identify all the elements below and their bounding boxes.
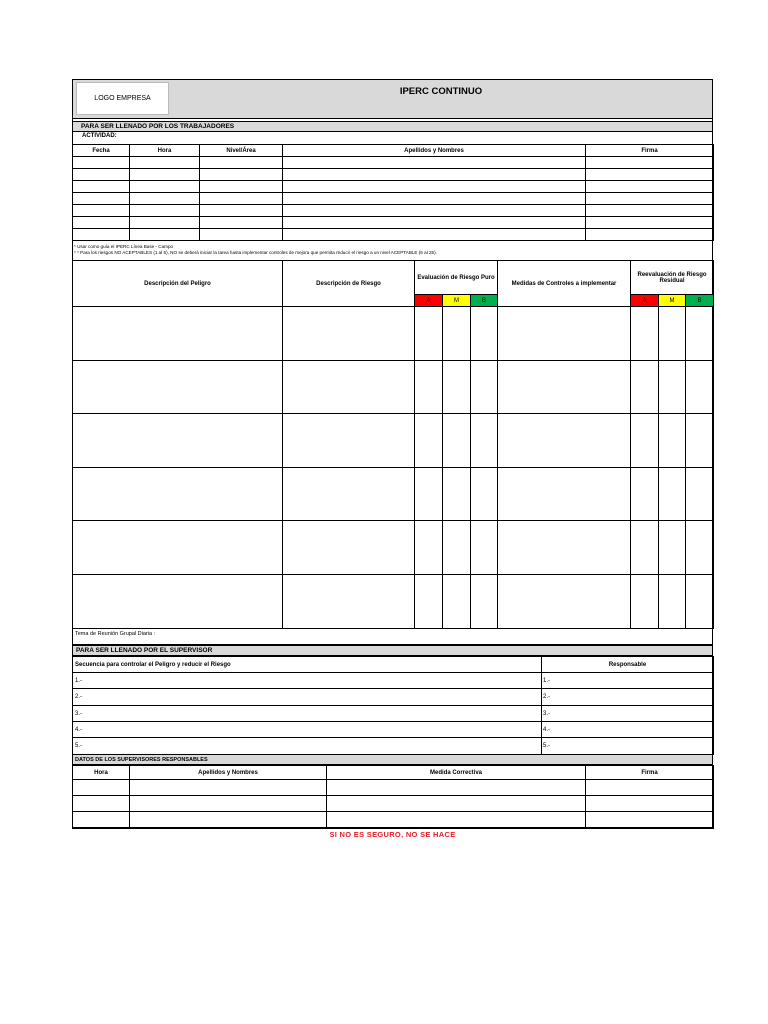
workers-table bbox=[72, 144, 714, 241]
table-row[interactable] bbox=[73, 521, 714, 575]
eval-level-m: M bbox=[443, 295, 471, 307]
table-row[interactable] bbox=[73, 673, 714, 689]
table-row[interactable] bbox=[73, 706, 714, 722]
col-hora: Hora bbox=[73, 766, 130, 780]
col-apellidos-nombres: Apellidos y Nombres bbox=[283, 145, 586, 157]
meeting-topic-label: Tema de Reunión Grupal Diaria : bbox=[75, 631, 156, 637]
reeval-level-a: A bbox=[631, 295, 659, 307]
table-row[interactable] bbox=[73, 217, 714, 229]
workers-section-title: PARA SER LLENADO POR LOS TRABAJADORES bbox=[73, 121, 712, 132]
safety-slogan: SI NO ES SEGURO, NO SE HACE bbox=[329, 830, 456, 839]
sequence-header: Secuencia para controlar el Peligro y reducir el Riesgo bbox=[73, 657, 542, 673]
table-row[interactable] bbox=[73, 689, 714, 706]
col-reeval: Reevaluación de Riesgo Residual bbox=[631, 261, 714, 295]
col-apellidos-nombres: Apellidos y Nombres bbox=[130, 766, 327, 780]
col-hazard: Descripción del Peligro bbox=[73, 261, 283, 307]
eval-level-a: A bbox=[415, 295, 443, 307]
table-row[interactable] bbox=[73, 796, 714, 812]
responsible-item[interactable]: 5.- bbox=[542, 738, 714, 755]
responsible-item[interactable]: 2.- bbox=[542, 689, 714, 706]
supervisor-table bbox=[72, 656, 714, 755]
table-row[interactable] bbox=[73, 468, 714, 521]
table-row[interactable] bbox=[73, 414, 714, 468]
table-row[interactable] bbox=[73, 181, 714, 193]
sequence-item[interactable]: 2.- bbox=[73, 689, 542, 706]
col-measures: Medidas de Controles a implementar bbox=[498, 261, 631, 307]
col-firma: Firma bbox=[586, 145, 714, 157]
reeval-level-m: M bbox=[659, 295, 686, 307]
table-row[interactable] bbox=[73, 193, 714, 205]
table-row[interactable] bbox=[73, 722, 714, 738]
activity-label: ACTIVIDAD: bbox=[82, 133, 117, 139]
responsible-item[interactable]: 3.- bbox=[542, 706, 714, 722]
table-row[interactable] bbox=[73, 575, 714, 629]
table-row[interactable] bbox=[73, 812, 714, 829]
col-fecha: Fecha bbox=[73, 145, 130, 157]
col-hora: Hora bbox=[130, 145, 200, 157]
sequence-item[interactable]: 4.- bbox=[73, 722, 542, 738]
supervisors-table bbox=[72, 765, 714, 829]
form-title: IPERC CONTINUO bbox=[399, 86, 483, 97]
sequence-item[interactable]: 5.- bbox=[73, 738, 542, 755]
logo-text: LOGO EMPRESA bbox=[94, 95, 151, 102]
table-row[interactable] bbox=[73, 307, 714, 361]
sequence-item[interactable]: 1.- bbox=[73, 673, 542, 689]
note-1: * Usar como guía el IPERC Línea Base - Campo bbox=[74, 244, 174, 249]
risk-table bbox=[72, 260, 714, 629]
notes bbox=[74, 244, 710, 256]
reeval-level-b: B bbox=[686, 295, 714, 307]
table-row[interactable] bbox=[73, 361, 714, 414]
table-row[interactable] bbox=[73, 229, 714, 241]
col-eval: Evaluación de Riesgo Puro bbox=[415, 261, 498, 295]
col-medida-correctiva: Medida Correctiva bbox=[327, 766, 586, 780]
table-row[interactable] bbox=[73, 157, 714, 169]
company-logo bbox=[76, 82, 169, 115]
responsible-item[interactable]: 1.- bbox=[542, 673, 714, 689]
col-risk: Descripción de Riesgo bbox=[283, 261, 415, 307]
supervisors-data-title: DATOS DE LOS SUPERVISORES RESPONSABLES bbox=[73, 754, 712, 765]
eval-level-b: B bbox=[471, 295, 498, 307]
col-nivel-area: Nivel/Área bbox=[200, 145, 283, 157]
table-row[interactable] bbox=[73, 780, 714, 796]
sequence-item[interactable]: 3.- bbox=[73, 706, 542, 722]
table-row[interactable] bbox=[73, 738, 714, 755]
table-row[interactable] bbox=[73, 205, 714, 217]
supervisor-section-title: PARA SER LLENADO POR EL SUPERVISOR bbox=[73, 645, 712, 656]
col-firma: Firma bbox=[586, 766, 714, 780]
table-row[interactable] bbox=[73, 169, 714, 181]
responsible-header: Responsable bbox=[542, 657, 714, 673]
responsible-item[interactable]: 4.- bbox=[542, 722, 714, 738]
note-2: * * Para los riesgos NO ACEPTABLES (1 al 5), NO se deberá iniciar la tarea hasta implementar controles de mejora que permita reducir el riesgo a un nivel ACEPTABLE (6 al 25). bbox=[74, 250, 437, 255]
